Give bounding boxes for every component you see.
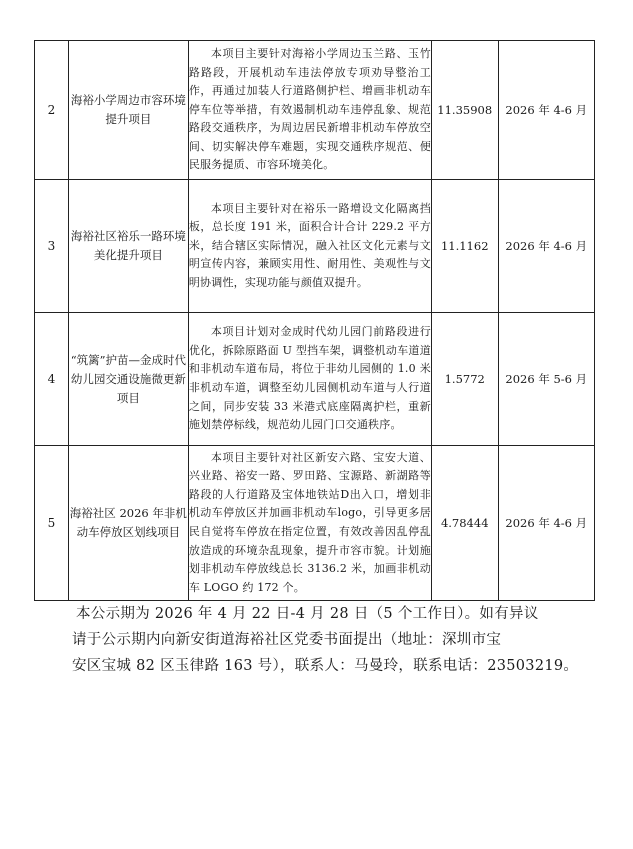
row-number: 2: [35, 41, 69, 180]
project-amount: 1.5772: [431, 313, 498, 446]
notice-line-2: 请于公示期内向新安街道海裕社区党委书面提出（地址：深圳市宝: [72, 632, 502, 648]
project-amount: 11.1162: [431, 180, 498, 313]
notice-line-3: 安区宝城 82 区玉律路 163 号），联系人：马曼玲，联系电话：23503219。: [72, 658, 579, 674]
row-number: 5: [35, 446, 69, 601]
project-time: 2026 年 4-6 月: [498, 41, 594, 180]
project-name: 海裕小学周边市容环境提升项目: [68, 41, 188, 180]
project-name: 海裕社区裕乐一路环境美化提升项目: [68, 180, 188, 313]
table-row: [35, 446, 595, 601]
project-description-text: 本项目主要针对社区新安六路、宝安大道、兴业路、裕安一路、罗田路、宝源路、新湖路等路段的人行道路及宝体地铁站D出入口，增划非机动车停放区并加画非机动车logo，引导更多居民自觉将车停放在指定位置，有效改善因乱停乱放造成的环境杂乱现象，提升市容市貌。计划施划非机动车停放线总长 3136.2 米，加画非机动车 LOGO 约 172 个。: [188, 450, 431, 594]
project-description-text: 本项目计划对金成时代幼儿园门前路段进行优化，拆除原路面 U 型挡车架，调整机动车道道和非机动车道布局，将位于非幼儿园侧的 1.0 米非机动车道，调整至幼儿园侧机动车道与人行道之间，同步安装 33 米港式底座隔离护栏，重新施划禁停标线，规范幼儿园门口交通秩序。: [188, 325, 431, 432]
project-name: 海裕社区 2026 年非机动车停放区划线项目: [68, 446, 188, 601]
table-row: [35, 41, 595, 180]
project-description-text: 本项目主要针对在裕乐一路增设文化隔离挡板，总长度 191 米，面积合计合计 229.2 平方米，结合辖区实际情况，融入社区文化元素与文明宣传内容，兼顾实用性、耐用性、美观性与文明协调性，实现功能与颜值双提升。: [188, 201, 431, 289]
row-number: 3: [35, 180, 69, 313]
project-description: [188, 180, 431, 313]
project-description-text: 本项目主要针对海裕小学周边玉兰路、玉竹路路段，开展机动车违法停放专项劝导整治工作，再通过加装人行道路侧护栏、增画非机动车停车位等举措，有效遏制机动车违停乱象、规范路段交通秩序，为周边居民新增非机动车停放空间、切实解决停车难题，实现交通秩序规范、便民服务提质、市容环境美化。: [188, 46, 431, 172]
project-description: [188, 446, 431, 601]
notice-line-1: 本公示期为 2026 年 4 月 22 日-4 月 28 日（5 个工作日）。如有异议: [76, 606, 539, 622]
project-time: 2026 年 4-6 月: [498, 180, 594, 313]
public-notice: [72, 601, 592, 679]
project-name: “筑篱”护苗—金成时代幼儿园交通设施微更新项目: [68, 313, 188, 446]
project-time: 2026 年 4-6 月: [498, 446, 594, 601]
project-table: [34, 40, 595, 601]
project-time: 2026 年 5-6 月: [498, 313, 594, 446]
project-amount: 4.78444: [431, 446, 498, 601]
row-number: 4: [35, 313, 69, 446]
table-row: [35, 313, 595, 446]
project-description: [188, 313, 431, 446]
project-amount: 11.35908: [431, 41, 498, 180]
table-row: [35, 180, 595, 313]
project-description: [188, 41, 431, 180]
